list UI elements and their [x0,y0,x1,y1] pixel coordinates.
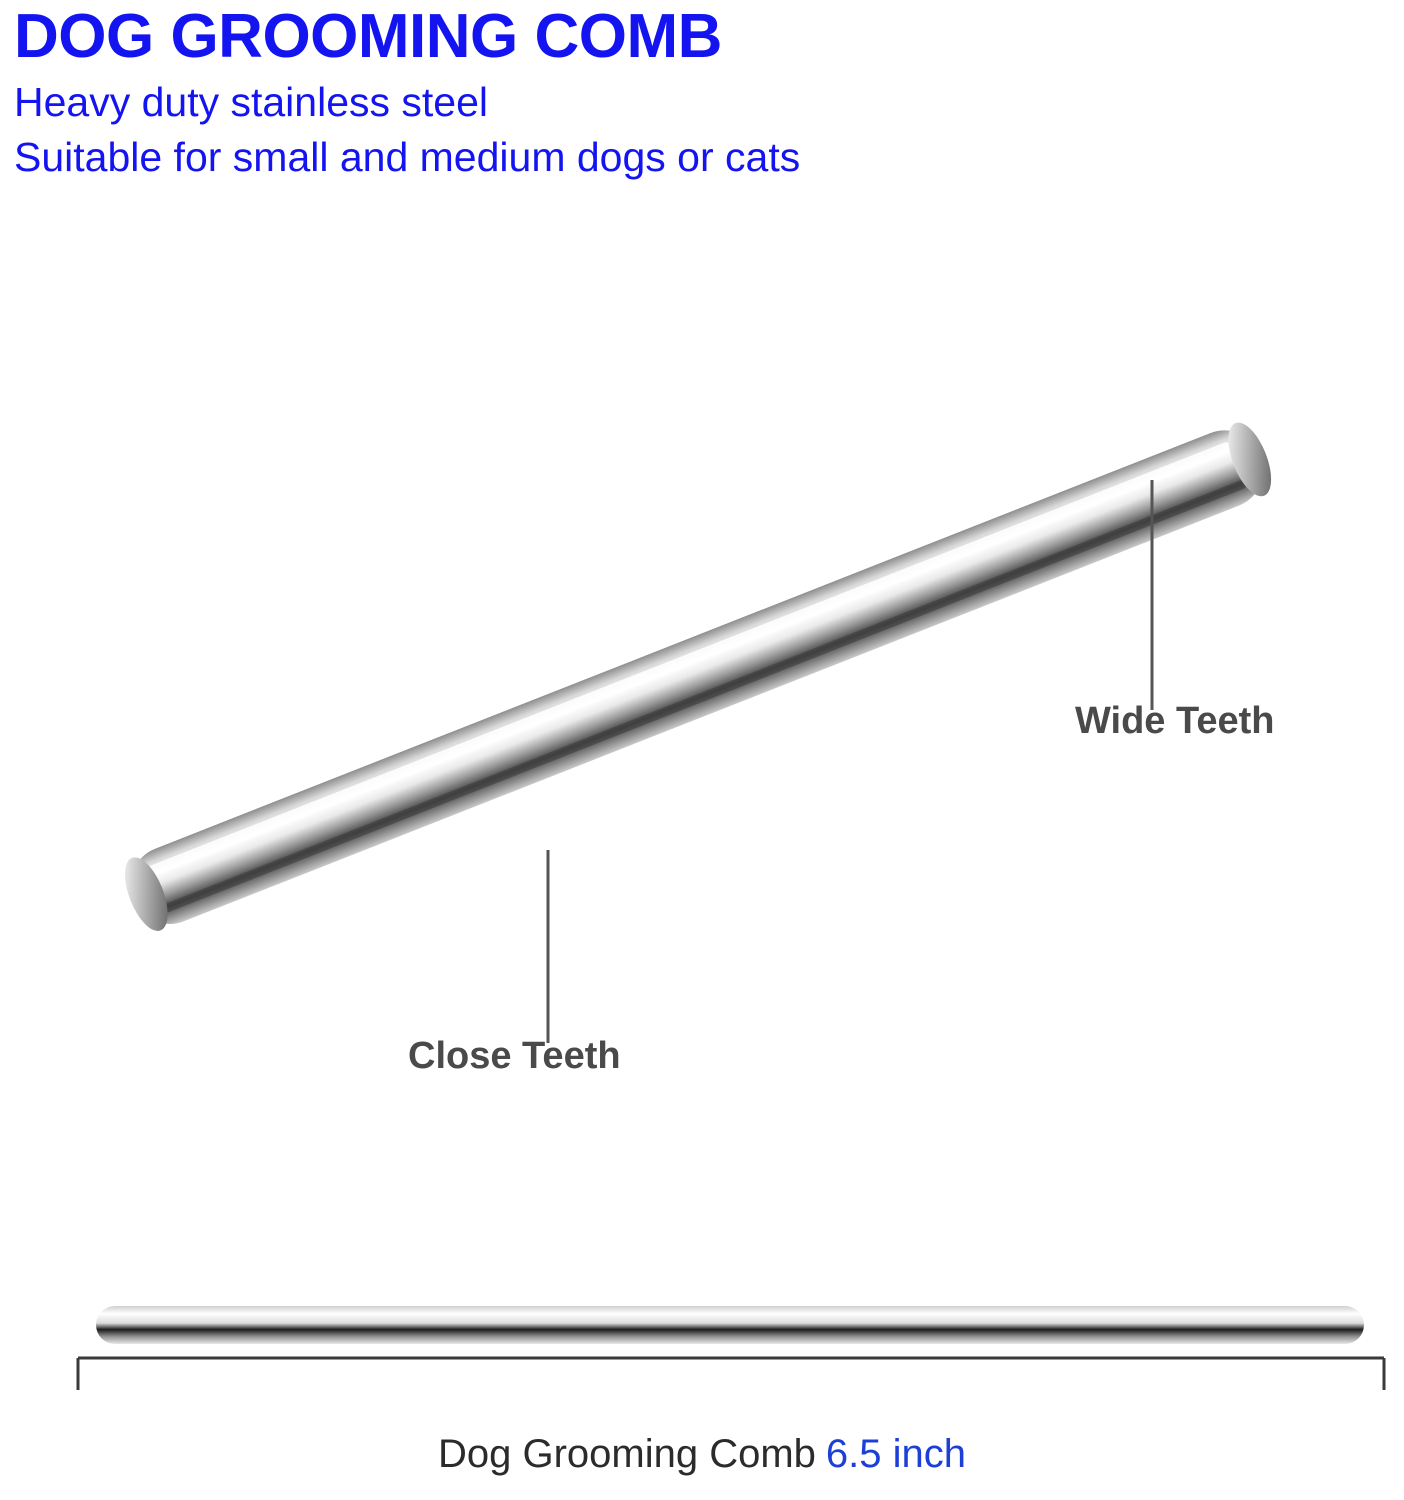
subtitle-line-2: Suitable for small and medium dogs or cats [14,133,801,180]
comb-product-image [0,150,1404,1080]
subtitle-line-1: Heavy duty stainless steel [14,79,489,126]
callout-close-teeth: Close Teeth [408,1035,621,1077]
measurement-label: Dog Grooming Comb [437,1432,816,1476]
page-title: DOG GROOMING COMB [14,2,722,71]
comb-sideview-image [0,1100,1404,1390]
measurement-size: 6.5 inch [825,1432,967,1476]
callout-wide-teeth: Wide Teeth [1075,700,1275,742]
measurement-caption [0,1432,1404,1477]
